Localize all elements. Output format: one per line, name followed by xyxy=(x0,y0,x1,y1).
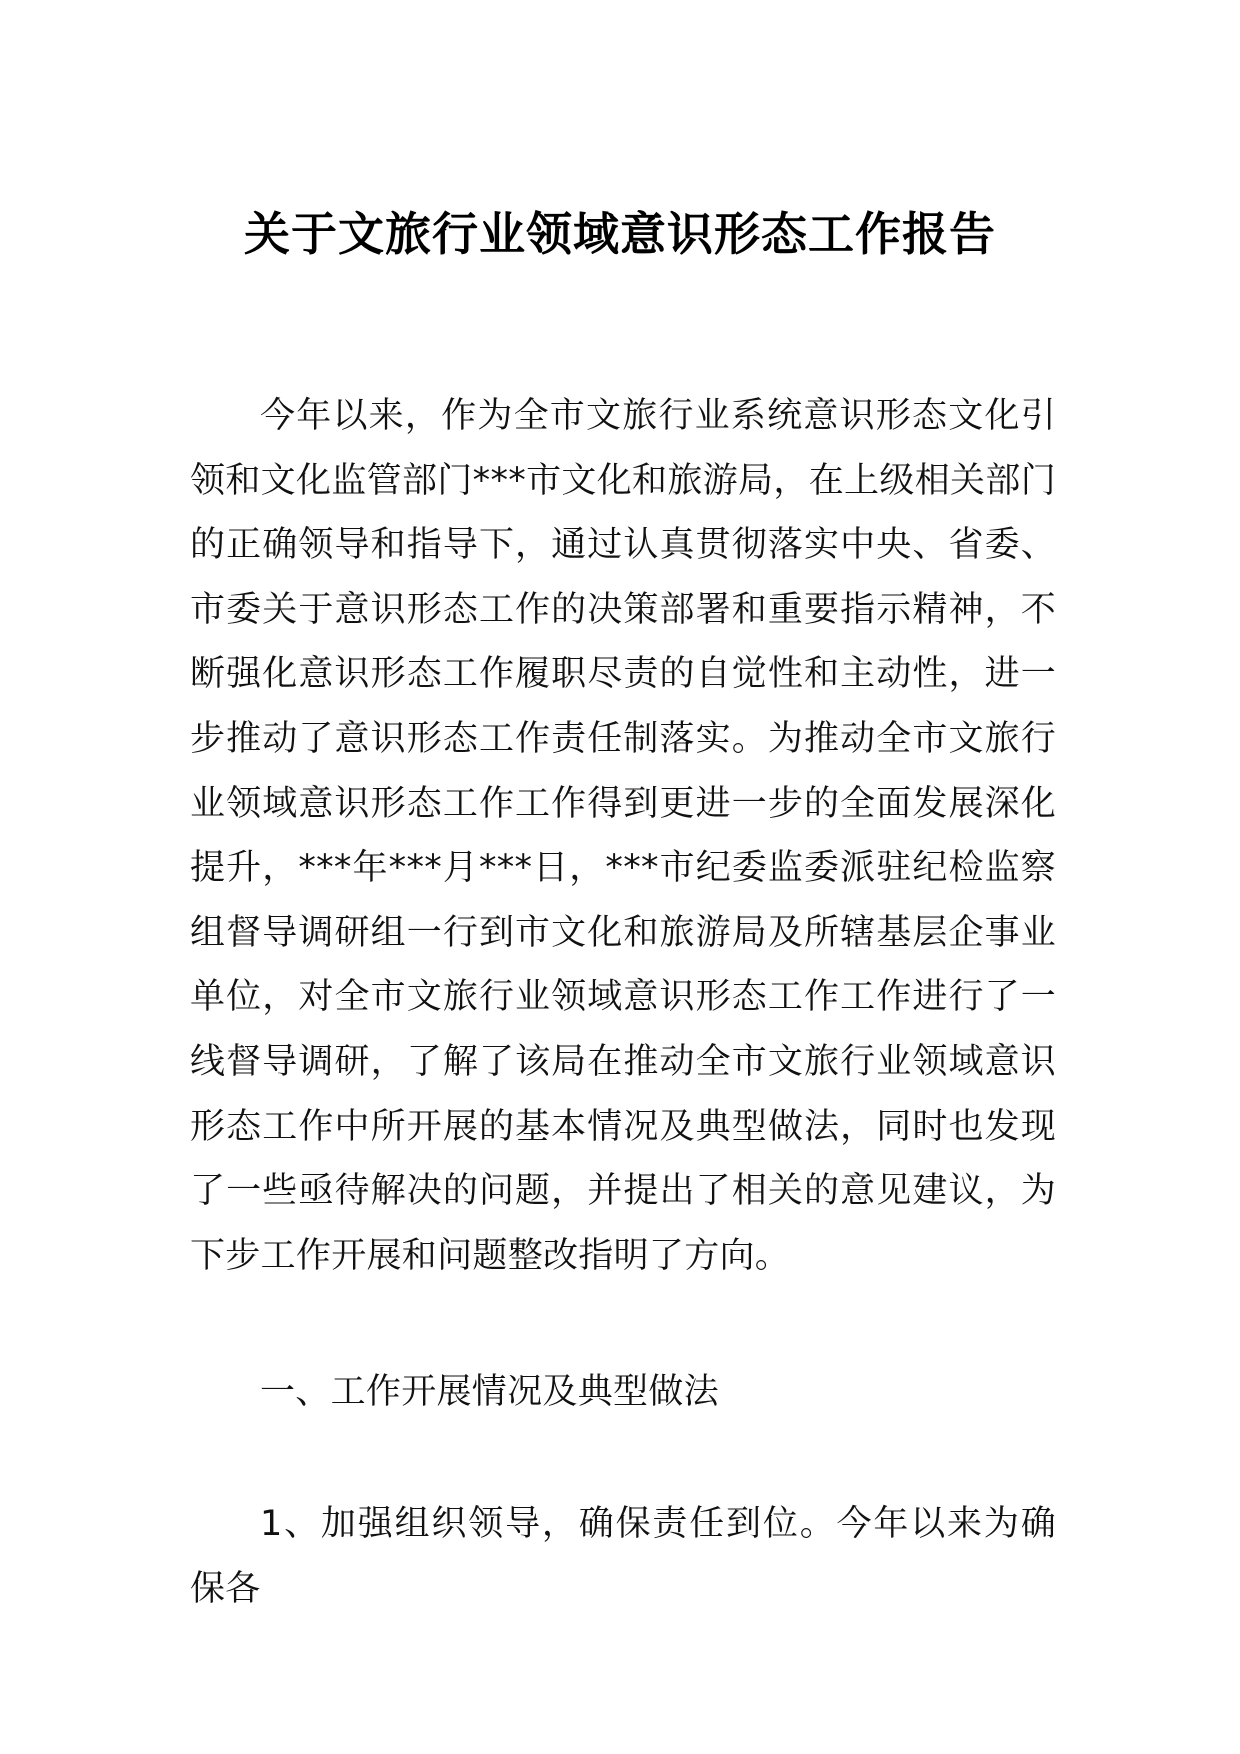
list-item-paragraph: 1、加强组织领导，确保责任到位。今年以来为确保各 xyxy=(190,1504,1056,1609)
intro-paragraph: 今年以来，作为全市文旅行业系统意识形态文化引领和文化监管部门***市文化和旅游局，在上级相关部门的正确领导和指导下，通过认真贯彻落实中央、省委、市委关于意识形态工作的决策部署和重要指示精神，不断强化意识形态工作履职尽责的自觉性和主动性，进一步推动了意识形态工作责任制落实。为推动全市文旅行业领域意识形态工作工作得到更进一步的全面发展深化提升，***年***月***日，***市纪委监委派驻纪检监察组督导调研组一行到市文化和旅游局及所辖基层企事业单位，对全市文旅行业领域意识形态工作工作进行了一线督导调研，了解了该局在推动全市文旅行业领域意识形态工作中所开展的基本情况及典型做法，同时也发现了一些亟待解决的问题，并提出了相关的意见建议，为下步工作开展和问题整改指明了方向。 xyxy=(190,396,1056,1276)
section-heading: 一、工作开展情况及典型做法 xyxy=(260,1372,719,1412)
document-title: 关于文旅行业领域意识形态工作报告 xyxy=(244,207,996,261)
